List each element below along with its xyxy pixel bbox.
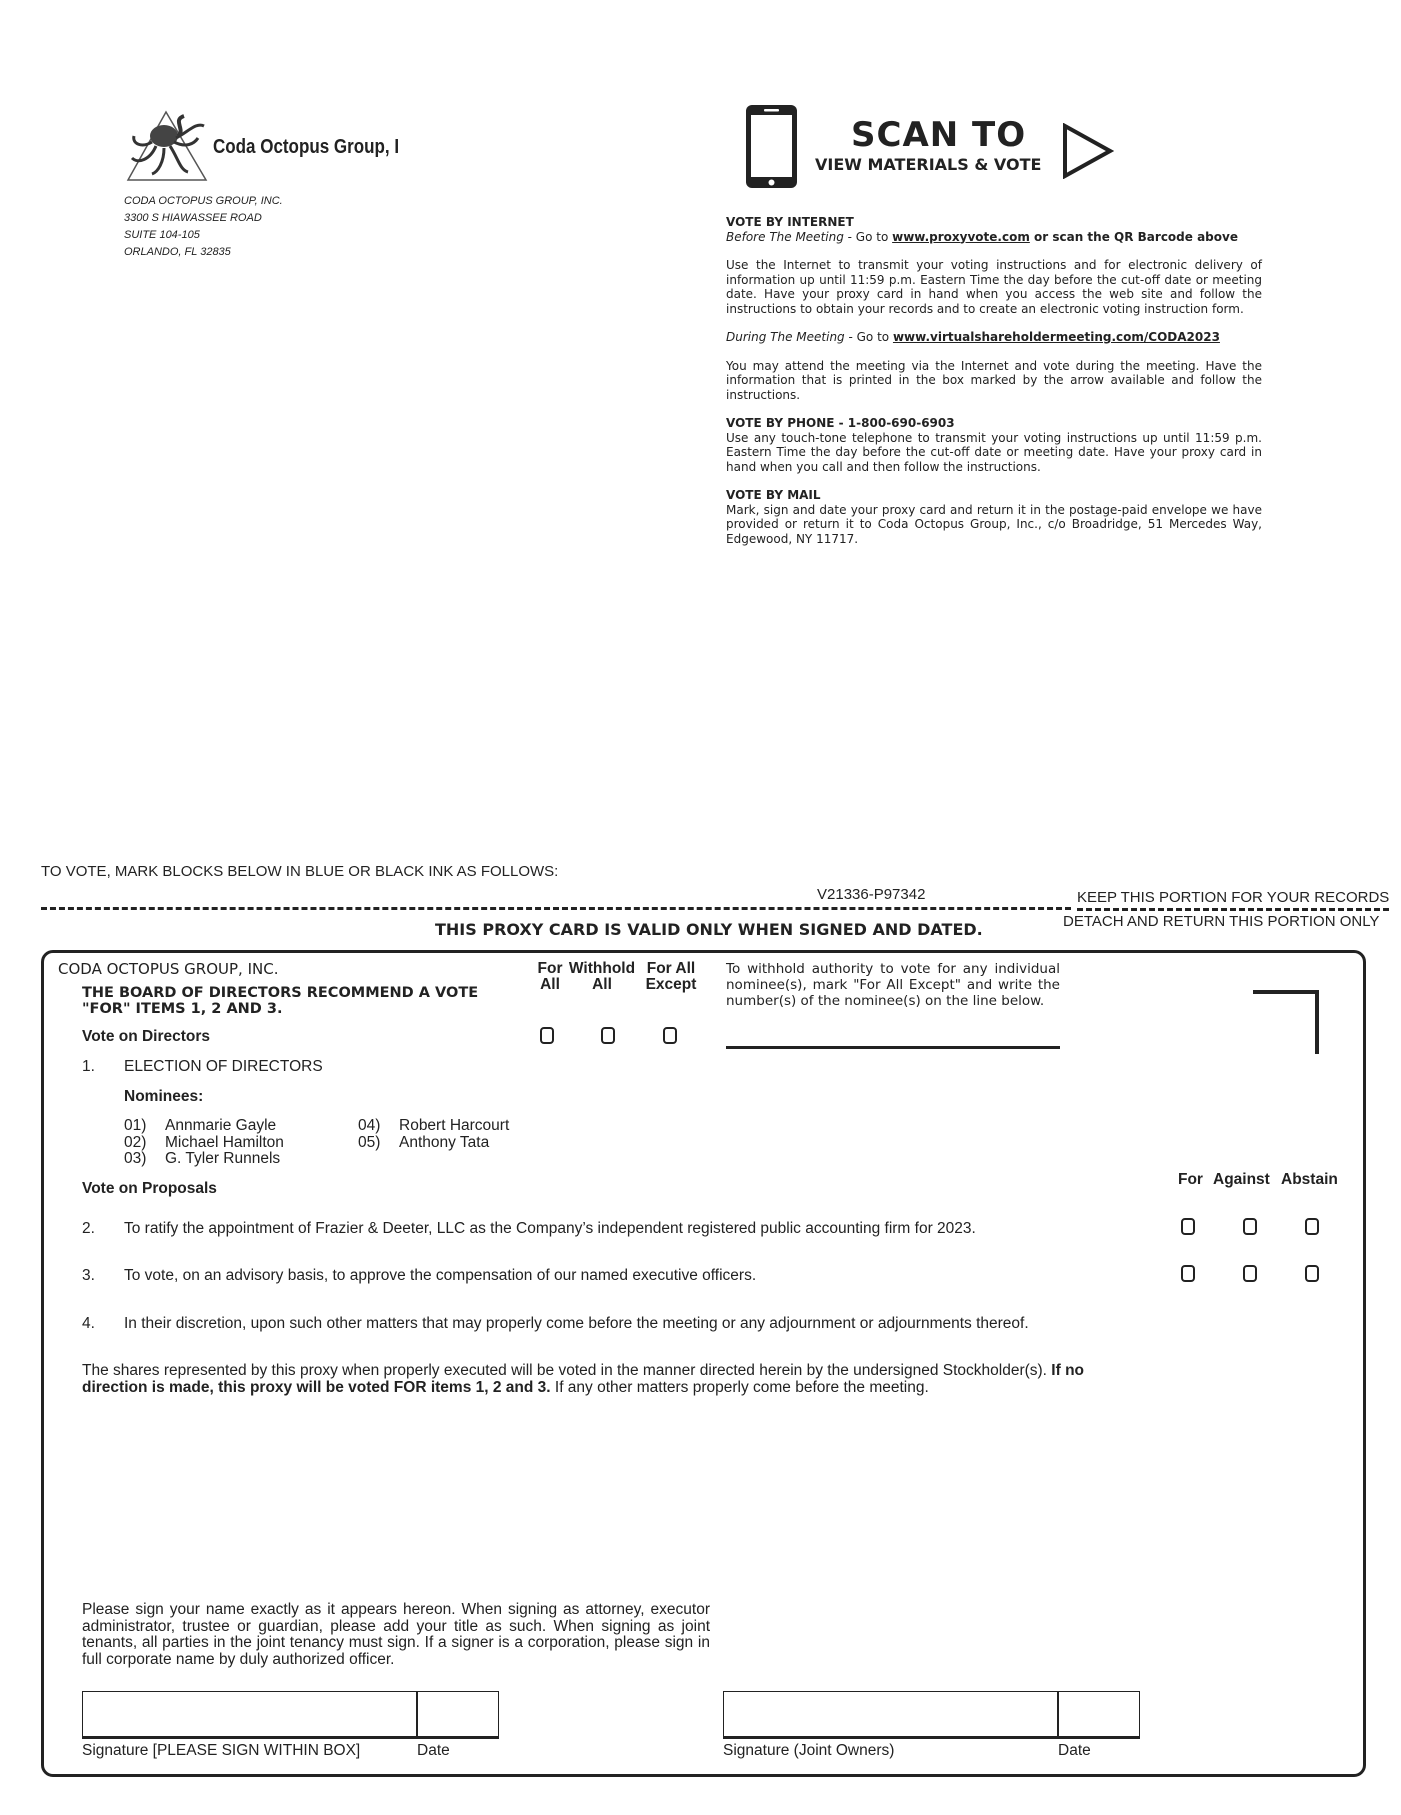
company-address bbox=[124, 193, 283, 261]
card-company-name: CODA OCTOPUS GROUP, INC. bbox=[58, 960, 279, 978]
board-recommendation: THE BOARD OF DIRECTORS RECOMMEND A VOTE "FOR" ITEMS 1, 2 AND 3. bbox=[82, 985, 479, 1017]
col-withhold-all: Withhold All bbox=[568, 960, 636, 993]
col-against: Against bbox=[1213, 1171, 1270, 1188]
mark-instructions: TO VOTE, MARK BLOCKS BELOW IN BLUE OR BLACK INK AS FOLLOWS: bbox=[41, 863, 559, 880]
joint-signature-label: Signature (Joint Owners) bbox=[723, 1742, 895, 1759]
checkbox-item3-against[interactable] bbox=[1243, 1265, 1257, 1282]
item-number: 3. bbox=[82, 1267, 95, 1284]
nominee: 03) G. Tyler Runnels bbox=[124, 1150, 281, 1167]
vote-on-directors-label: Vote on Directors bbox=[82, 1028, 211, 1045]
address-line: SUITE 104-105 bbox=[124, 229, 200, 241]
company-logo-text: Coda Octopus Group, I bbox=[213, 136, 400, 158]
address-line: CODA OCTOPUS GROUP, INC. bbox=[124, 195, 283, 207]
col-for-all: For All bbox=[537, 960, 563, 993]
vote-mail-heading: VOTE BY MAIL bbox=[726, 488, 821, 502]
internet-instructions: Use the Internet to transmit your voting instructions and for electronic delivery of information up until 11:59 p.m. Eastern Time the day before the cut-off date or meeting date. Have your proxy card in hand when you access the web site and follow the instructions to obtain your records and to create an electronic voting instruction form. bbox=[726, 258, 1262, 316]
col-for-all-except: For All Except bbox=[645, 960, 697, 993]
item-2-text: To ratify the appointment of Frazier & Deeter, LLC as the Company’s independent registered public accounting firm for 2023. bbox=[124, 1220, 976, 1237]
arrow-right-icon bbox=[1062, 123, 1114, 183]
nominee-list bbox=[358, 1118, 509, 1151]
vote-internet-heading: VOTE BY INTERNET bbox=[726, 215, 854, 229]
checkbox-item2-against[interactable] bbox=[1243, 1218, 1257, 1235]
registration-corner-mark bbox=[1253, 990, 1319, 1054]
vote-phone-text: Use any touch-tone telephone to transmit your voting instructions up until 11:59 p.m. Eastern Time the day before the cut-off date or meeting date. Have your proxy card in hand when you call and then follow the instructions. bbox=[726, 430, 1262, 474]
shares-statement: The shares represented by this proxy when properly executed will be voted in the manner directed herein by the undersigned Stockholder(s). If no direction is made, this proxy will be voted FOR items 1, 2 and 3. If any other matters properly come before the meeting. bbox=[82, 1362, 1085, 1396]
checkbox-for-all[interactable] bbox=[540, 1027, 554, 1044]
checkbox-item3-abstain[interactable] bbox=[1305, 1265, 1319, 1282]
nominee: 01) Annmarie Gayle bbox=[124, 1117, 277, 1134]
goto-text: - Go to bbox=[844, 330, 893, 344]
nominee-number-line[interactable] bbox=[726, 1046, 1060, 1049]
joint-date-label: Date bbox=[1058, 1742, 1091, 1759]
vote-phone-heading: VOTE BY PHONE - 1-800-690-6903 bbox=[726, 416, 955, 430]
nominee: 04) Robert Harcourt bbox=[358, 1117, 510, 1134]
checkbox-item2-abstain[interactable] bbox=[1305, 1218, 1319, 1235]
address-line: 3300 S HIAWASSEE ROAD bbox=[124, 212, 262, 224]
checkbox-for-all-except[interactable] bbox=[663, 1027, 677, 1044]
checkbox-item3-for[interactable] bbox=[1181, 1265, 1195, 1282]
signature-label: Signature [PLEASE SIGN WITHIN BOX] bbox=[82, 1742, 361, 1759]
item-3-text: To vote, on an advisory basis, to approve the compensation of our named executive officers. bbox=[124, 1267, 757, 1284]
signing-instructions: Please sign your name exactly as it appears hereon. When signing as attorney, executor administrator, trustee or guardian, please add your title as such. When signing as joint tenants, all parties in the joint tenancy must sign. If a signer is a corporation, please sign in full corporate name by duly authorized officer. bbox=[82, 1601, 710, 1668]
joint-date-box[interactable] bbox=[1057, 1691, 1140, 1739]
during-meeting-instructions: You may attend the meeting via the Internet and vote during the meeting. Have the information that is printed in the box marked by the arrow available and follow the instructions. bbox=[726, 358, 1262, 402]
octopus-logo-icon bbox=[124, 108, 216, 184]
detach-portion-text: DETACH AND RETURN THIS PORTION ONLY bbox=[1063, 913, 1380, 930]
nominee-list bbox=[124, 1118, 284, 1168]
date-box[interactable] bbox=[416, 1691, 499, 1739]
item-number: 1. bbox=[82, 1058, 95, 1075]
control-code: V21336-P97342 bbox=[817, 886, 926, 903]
valid-notice: THIS PROXY CARD IS VALID ONLY WHEN SIGNED AND DATED. bbox=[435, 920, 983, 939]
vote-mail-text: Mark, sign and date your proxy card and return it in the postage-paid envelope we have provided or return it to Coda Octopus Group, Inc., c/o Broadridge, 51 Mercedes Way, Edgewood, NY 11717. bbox=[726, 502, 1262, 546]
item-number: 4. bbox=[82, 1315, 95, 1332]
joint-signature-box[interactable] bbox=[723, 1691, 1059, 1739]
qr-text: or scan the QR Barcode above bbox=[1029, 229, 1238, 244]
col-for: For bbox=[1178, 1171, 1203, 1188]
company-logo bbox=[124, 108, 216, 184]
checkbox-withhold-all[interactable] bbox=[601, 1027, 615, 1044]
col-abstain: Abstain bbox=[1281, 1171, 1338, 1188]
voting-instructions bbox=[726, 215, 1262, 560]
checkbox-item2-for[interactable] bbox=[1181, 1218, 1195, 1235]
vote-on-proposals-label: Vote on Proposals bbox=[82, 1180, 217, 1197]
keep-portion-text: KEEP THIS PORTION FOR YOUR RECORDS bbox=[1077, 889, 1389, 911]
phone-icon bbox=[744, 103, 799, 194]
item-number: 2. bbox=[82, 1220, 95, 1237]
nominee: 02) Michael Hamilton bbox=[124, 1133, 284, 1151]
signature-box[interactable] bbox=[82, 1691, 418, 1739]
goto-text: - Go to bbox=[843, 229, 893, 244]
item-1-text: ELECTION OF DIRECTORS bbox=[124, 1058, 323, 1075]
scan-title: SCAN TO bbox=[851, 115, 1027, 155]
nominee: 05) Anthony Tata bbox=[358, 1133, 490, 1151]
virtual-meeting-link[interactable]: www.virtualshareholdermeeting.com/CODA2023 bbox=[892, 330, 1220, 344]
before-meeting-label: Before The Meeting bbox=[726, 229, 844, 244]
item-4-text: In their discretion, upon such other matters that may properly come before the meeting or any adjournment or adjournments thereof. bbox=[124, 1315, 1029, 1332]
withhold-note: To withhold authority to vote for any individual nominee(s), mark "For All Except" and write the number(s) of the nominee(s) on the line below. bbox=[726, 961, 1060, 1009]
during-meeting-label: During The Meeting bbox=[726, 330, 845, 344]
detach-line bbox=[41, 907, 1071, 910]
proxyvote-link[interactable]: www.proxyvote.com bbox=[892, 229, 1030, 244]
address-line: ORLANDO, FL 32835 bbox=[124, 246, 231, 258]
scan-subtitle: VIEW MATERIALS & VOTE bbox=[815, 155, 1042, 174]
date-label: Date bbox=[417, 1742, 450, 1759]
nominees-label: Nominees: bbox=[124, 1088, 204, 1105]
